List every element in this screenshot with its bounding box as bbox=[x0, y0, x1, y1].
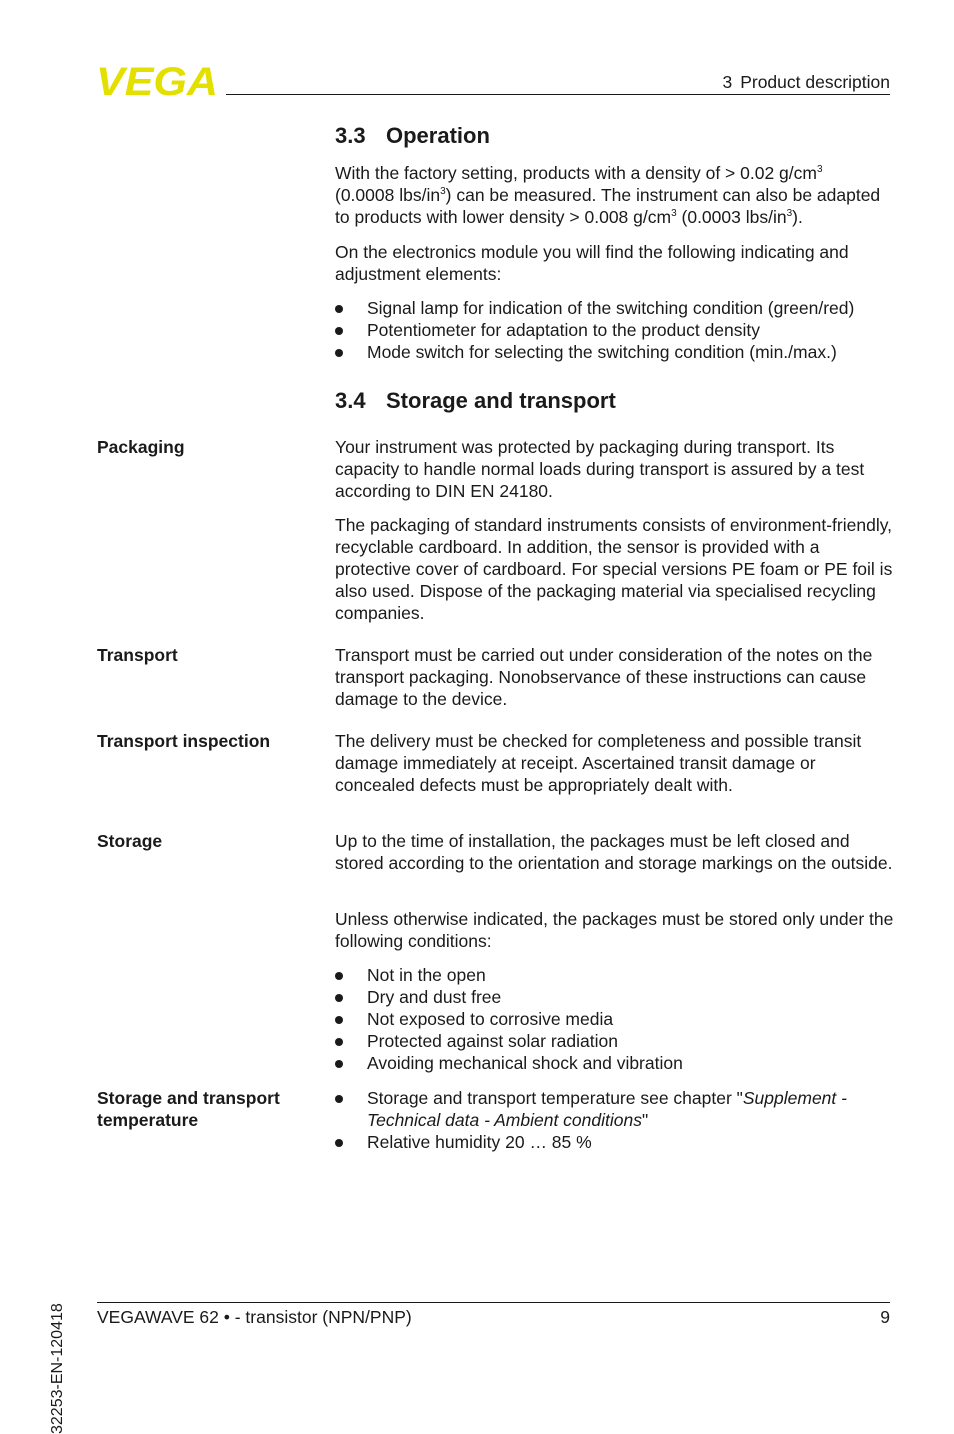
list-item: Avoiding mechanical shock and vibration bbox=[335, 1052, 895, 1074]
document-code: 32253-EN-120418 bbox=[49, 1303, 66, 1434]
bullet-icon bbox=[335, 1038, 343, 1046]
storage-paragraph-2: Unless otherwise indicated, the packages must be stored only under the following conditions: bbox=[335, 909, 894, 951]
bullet-icon bbox=[335, 327, 343, 335]
bullet-icon bbox=[335, 305, 343, 313]
section-number: 3 bbox=[722, 72, 733, 92]
bullet-icon bbox=[335, 1139, 343, 1147]
list-item: Not in the open bbox=[335, 964, 895, 986]
heading-storage-transport: 3.4 Storage and transport bbox=[335, 388, 616, 413]
bullet-icon bbox=[335, 1060, 343, 1068]
page-number: 9 bbox=[880, 1307, 890, 1327]
label-transport-inspection: Transport inspection bbox=[97, 731, 271, 751]
list-item: Mode switch for selecting the switching condition (min./max.) bbox=[335, 341, 895, 363]
packaging-paragraph-2: The packaging of standard instruments consists of environment-friendly, recyclable cardboard. In addition, the sensor is provided with a protective cover of cardboard. For special versions PE foam or PE foil is also used. Dispose of the packaging material via specialised recycling companies. bbox=[335, 515, 893, 623]
transport-paragraph: Transport must be carried out under consideration of the notes on the transport packaging. Nonobservance of these instructions can cause damage to the device. bbox=[335, 645, 873, 709]
heading-operation: 3.3 Operation bbox=[335, 123, 490, 148]
logo-text: VEGA bbox=[96, 64, 218, 98]
operation-paragraph-2: On the electronics module you will find the following indicating and adjustment elements: bbox=[335, 242, 849, 284]
packaging-paragraph-1: Your instrument was protected by packaging during transport. Its capacity to handle normal loads during transport is assured by a test according to DIN EN 24180. bbox=[335, 437, 865, 501]
label-storage-transport-temperature: Storage and transport temperature bbox=[97, 1088, 280, 1130]
header-rule bbox=[226, 94, 890, 95]
bullet-icon bbox=[335, 1016, 343, 1024]
list-item: Relative humidity 20 … 85 % bbox=[335, 1131, 895, 1153]
bullet-icon bbox=[335, 972, 343, 980]
footer-rule bbox=[97, 1302, 890, 1303]
transport-inspection-paragraph: The delivery must be checked for completeness and possible transit damage immediately at receipt. Ascertained transit damage or concealed defects must be appropriately dealt with. bbox=[335, 731, 862, 795]
temperature-list bbox=[335, 1087, 895, 1153]
label-transport: Transport bbox=[97, 645, 178, 665]
bullet-icon bbox=[335, 994, 343, 1002]
list-item: Potentiometer for adaptation to the product density bbox=[335, 319, 895, 341]
vega-logo bbox=[96, 64, 220, 98]
storage-paragraph-1: Up to the time of installation, the packages must be left closed and stored according to the orientation and storage markings on the outside. bbox=[335, 831, 893, 873]
bullet-icon bbox=[335, 349, 343, 357]
list-item: Dry and dust free bbox=[335, 986, 895, 1008]
section-title: Product description bbox=[740, 72, 890, 92]
label-storage: Storage bbox=[97, 831, 163, 851]
storage-conditions-list bbox=[335, 964, 895, 1074]
label-packaging: Packaging bbox=[97, 437, 185, 457]
bullet-icon bbox=[335, 1095, 343, 1103]
running-header bbox=[722, 72, 890, 93]
list-item: Signal lamp for indication of the switching condition (green/red) bbox=[335, 297, 895, 319]
operation-paragraph-1: With the factory setting, products with a density of > 0.02 $g/cm^3$ (0.0008 lbs/$in^3$) can be measured. The instrument can also be adapted to products with lower density > 0.008 $g/cm^3$ (0.0003 lbs/$in^3$). bbox=[335, 163, 881, 227]
list-item: Not exposed to corrosive media bbox=[335, 1008, 895, 1030]
footer-title: VEGAWAVE 62 • - transistor (NPN/PNP) bbox=[97, 1307, 412, 1327]
list-item: Storage and transport temperature see chapter "Supplement - Technical data - Ambient conditions" bbox=[335, 1087, 895, 1131]
operation-bullet-list bbox=[335, 297, 895, 363]
list-item: Protected against solar radiation bbox=[335, 1030, 895, 1052]
